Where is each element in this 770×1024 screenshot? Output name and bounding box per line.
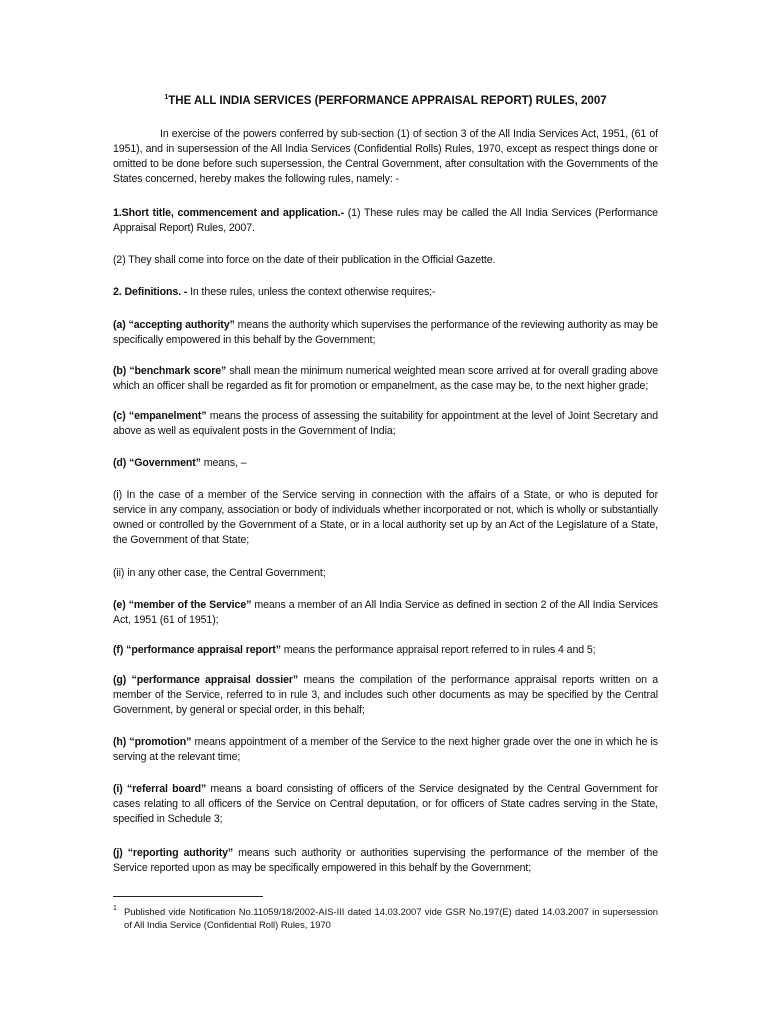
- definition-term: (e) “member of the Service”: [113, 599, 252, 611]
- definition-text: means the authority which supervises the performance of the reviewing authority as may be specifically empowered in this behalf by the Government;: [113, 319, 658, 346]
- definition-text: means the process of assessing the suitability for appointment at the level of Joint Secretary and above as well as equivalent posts in the Government of India;: [113, 410, 658, 437]
- definition-c: [113, 409, 658, 439]
- definition-term: (j) “reporting authority”: [113, 847, 234, 859]
- rule-2-heading: 2. Definitions. -: [113, 286, 188, 298]
- rule-1-text: (1) These rules may be called the All India Services (Performance Appraisal Report) Rules, 2007.: [113, 207, 658, 234]
- definition-term: (i) “referral board”: [113, 783, 207, 795]
- definition-text: shall mean the minimum numerical weighted mean score arrived at for overall grading above which an officer shall be regarded as fit for promotion or empanelment, as the case may be, to the next higher grade;: [113, 365, 658, 392]
- definition-term: (h) “promotion”: [113, 736, 192, 748]
- footnote-text: Published vide Notification No.11059/18/2002-AIS-III dated 14.03.2007 vide GSR No.197(E) dated 14.03.2007 in supersession of All India Service (Confidential Roll) Rules, 1970: [124, 906, 658, 930]
- footnote-divider: [113, 896, 263, 897]
- definition-term: (f) “performance appraisal report”: [113, 644, 281, 656]
- definition-term: (d) “Government”: [113, 457, 201, 469]
- definition-term: (b) “benchmark score”: [113, 365, 227, 377]
- title-text: THE ALL INDIA SERVICES (PERFORMANCE APPRAISAL REPORT) RULES, 2007: [168, 95, 607, 107]
- definition-f: [113, 643, 658, 658]
- definition-text: means such authority or authorities supervising the performance of the member of the Service reported upon as may be specifically empowered in this behalf by the Government;: [113, 847, 658, 874]
- definition-j: [113, 846, 658, 876]
- definition-term: (a) “accepting authority”: [113, 319, 235, 331]
- rule-1-heading: 1.Short title, commencement and application.-: [113, 207, 345, 219]
- rule-1-paragraph: [113, 206, 658, 236]
- footnote-marker: 1: [164, 94, 169, 101]
- definition-b: [113, 364, 658, 394]
- definition-text: means the performance appraisal report referred to in rules 4 and 5;: [280, 644, 596, 656]
- document-title: [113, 95, 658, 107]
- rule-2-text: In these rules, unless the context otherwise requires;-: [187, 286, 436, 298]
- definition-a: [113, 318, 658, 348]
- preamble-paragraph: In exercise of the powers conferred by sub-section (1) of section 3 of the All India Services Act, 1951, (61 of 1951), and in supersession of the All India Services (Confidential Rolls) Rules, 1970, except as respect things done or omitted to be done before such supersession, the Central Government, after consultation with the Governments of the States concerned, hereby makes the following rules, namely: -: [113, 128, 658, 185]
- definition-text: means, –: [200, 457, 247, 469]
- definition-text: means a board consisting of officers of the Service designated by the Central Government for cases relating to all officers of the Service on Central deputation, or for officers of State cadres serving in the State, specified in Schedule 3;: [113, 783, 658, 825]
- definition-term: (g) “performance appraisal dossier”: [113, 674, 299, 686]
- definition-g: [113, 673, 658, 718]
- definition-d-i: (i) In the case of a member of the Service serving in connection with the affairs of a State, or who is deputed for service in any company, association or body of individuals whether incorporated or not, which is wholly or substantially owned or controlled by the Government of a State, or in a local authority set up by an Act of the Legislature of a State, the Government of that State;: [113, 489, 658, 546]
- definition-h: [113, 735, 658, 765]
- definition-d: [113, 456, 658, 471]
- rule-1-sub-2: (2) They shall come into force on the date of their publication in the Official Gazette.: [113, 254, 496, 266]
- definition-term: (c) “empanelment”: [113, 410, 207, 422]
- definition-e: [113, 598, 658, 628]
- footnote-number: 1: [113, 905, 117, 912]
- definition-text: means a member of an All India Service as defined in section 2 of the All India Services Act, 1951 (61 of 1951);: [113, 599, 659, 626]
- definition-i: [113, 782, 658, 827]
- definition-d-ii: (ii) in any other case, the Central Government;: [113, 567, 326, 579]
- definition-text: means the compilation of the performance appraisal reports written on a member of the Service, referred to in rule 3, and includes such other documents as may be specified by the Central Government, by general or special order, in this behalf;: [113, 674, 659, 716]
- rule-2-paragraph: [113, 285, 658, 300]
- definition-text: means appointment of a member of the Service to the next higher grade over the one in which he is serving at the relevant time;: [113, 736, 658, 763]
- footnote: [113, 905, 658, 931]
